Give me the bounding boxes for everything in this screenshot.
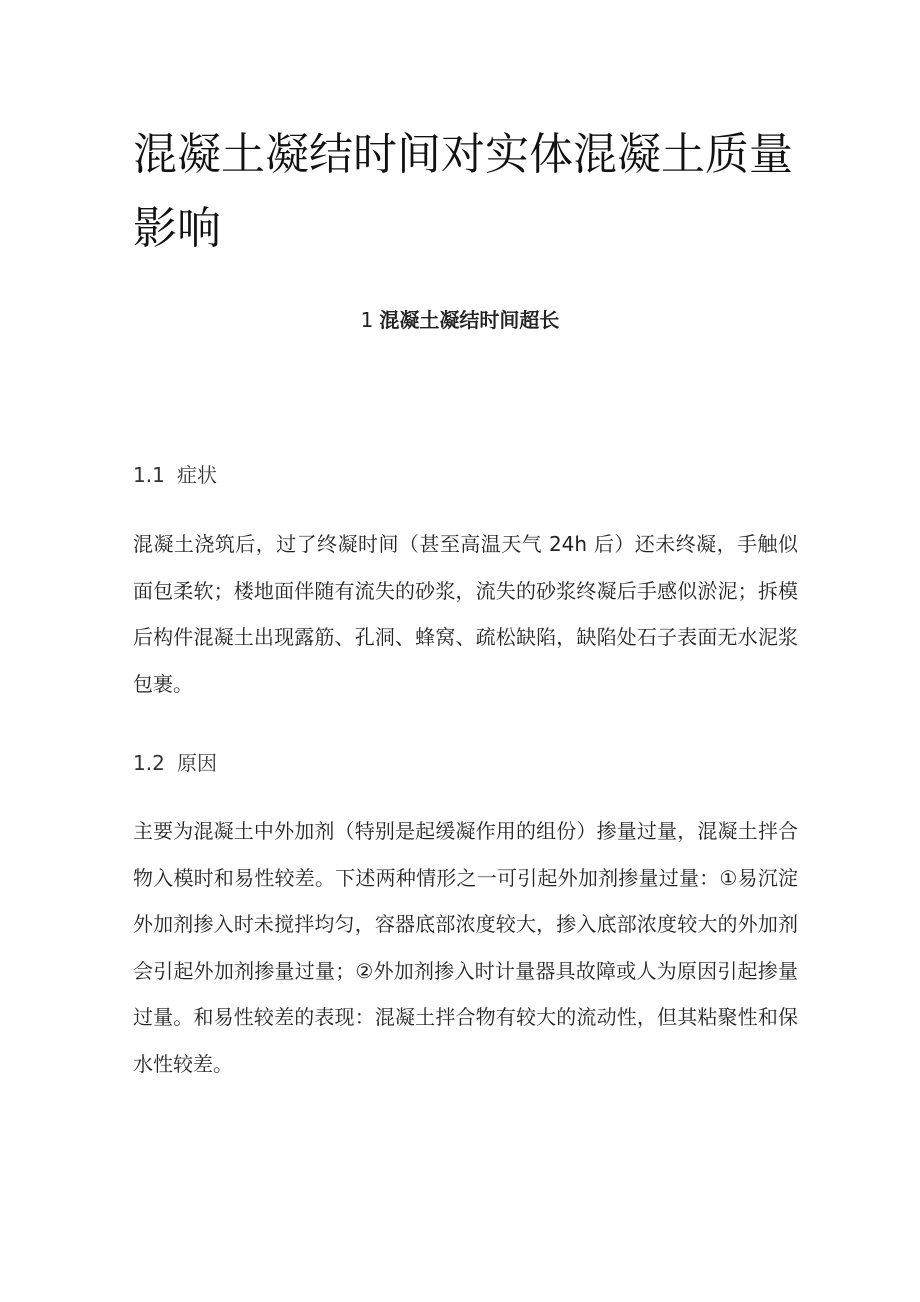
paragraph-symptoms: 混凝土浇筑后，过了终凝时间（甚至高温天气 24h 后）还未终凝，手触似面包柔软；楼地面伴随有流失的砂浆，流失的砂浆终凝后手感似淤泥；拆模后构件混凝土出现露筋、孔洞、蜂窝、疏松缺陷，缺陷处石子表面无水泥浆包裹。 — [133, 532, 798, 696]
subsection-title: 原因 — [177, 751, 217, 775]
subsection-number: 1.1 — [133, 463, 165, 487]
document-title: 混凝土凝结时间对实体混凝土质量影响 — [133, 129, 793, 254]
section-number: 1 — [360, 308, 374, 332]
paragraph-causes: 主要为混凝土中外加剂（特别是起缓凝作用的组份）掺量过量，混凝土拌合物入模时和易性较差。下述两种情形之一可引起外加剂掺量过量：①易沉淀外加剂掺入时未搅拌均匀，容器底部浓度较大，掺入底部浓度较大的外加剂会引起外加剂掺量过量；②外加剂掺入时计量器具故障或人为原因引起掺量过量。和易性较差的表现：混凝土拌合物有较大的流动性，但其粘聚性和保水性较差。 — [133, 819, 798, 1076]
subsection-number: 1.2 — [133, 751, 165, 775]
subsection-title: 症状 — [177, 463, 217, 487]
subsection-heading — [133, 748, 217, 778]
section-heading — [0, 305, 920, 335]
section-title: 混凝土凝结时间超长 — [379, 308, 560, 332]
subsection-heading — [133, 460, 217, 490]
